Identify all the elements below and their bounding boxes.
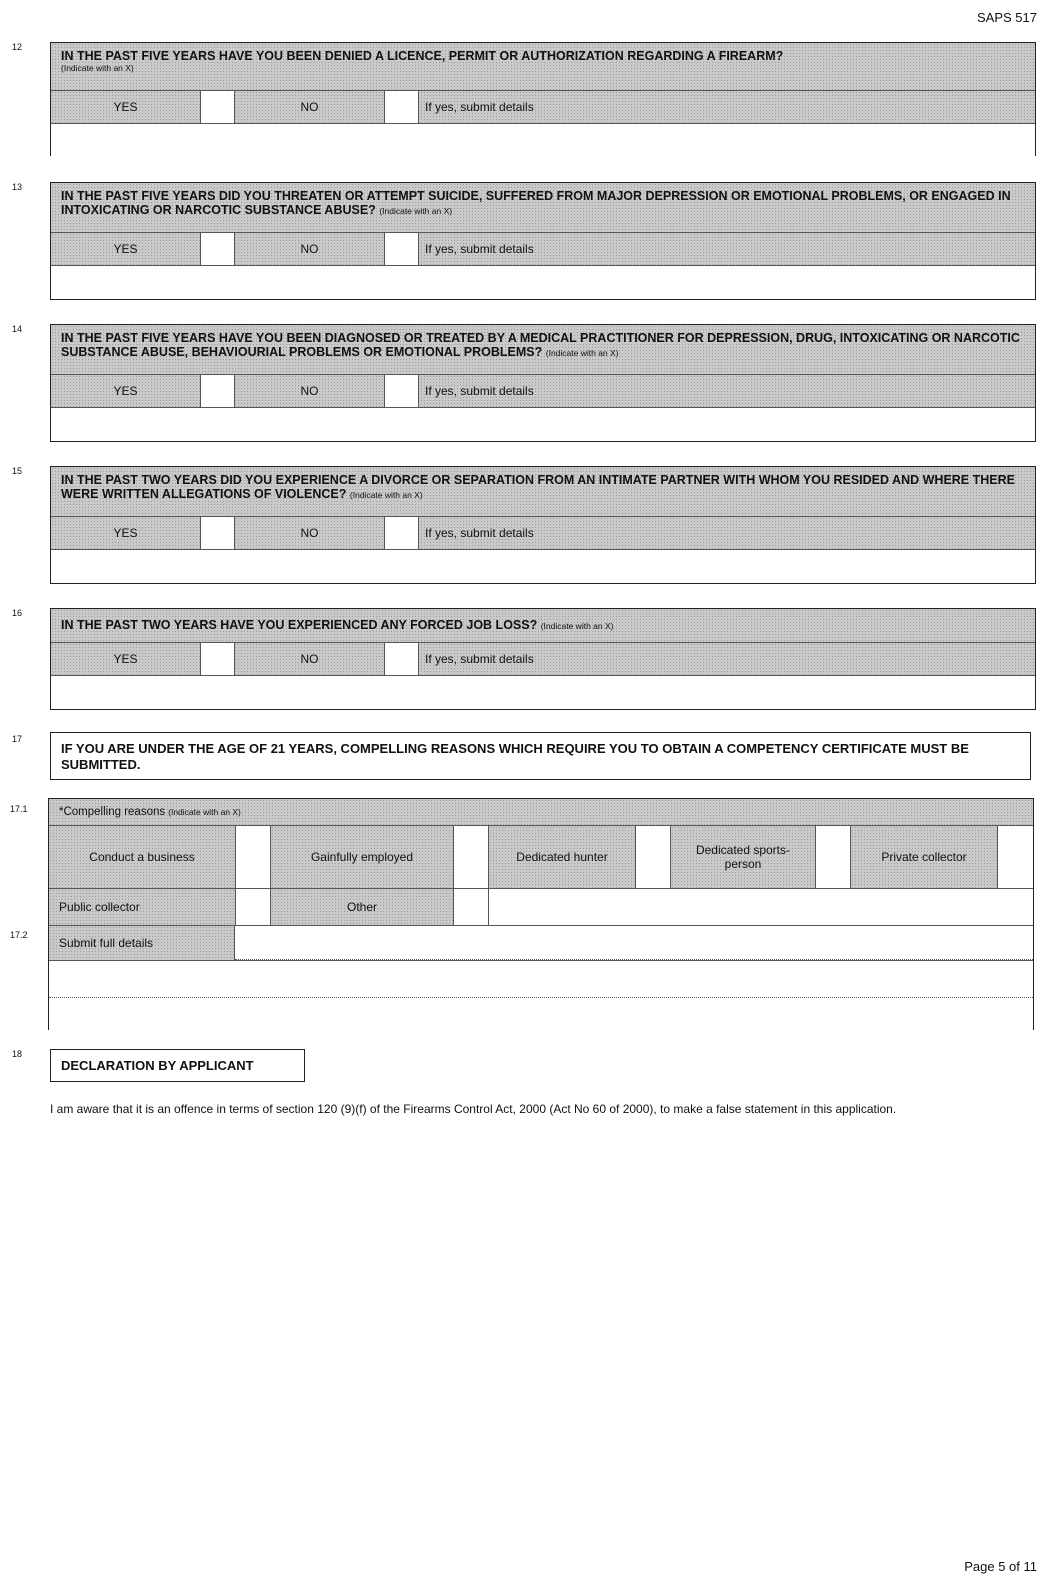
yes-no-row (51, 643, 1035, 676)
reasons-options-row (49, 826, 1033, 889)
declaration-heading: DECLARATION BY APPLICANT (50, 1049, 305, 1082)
question-number: 12 (12, 42, 23, 52)
yes-label: YES (113, 652, 138, 666)
details-label: If yes, submit details (425, 526, 534, 540)
yes-label: YES (113, 242, 138, 256)
no-label: NO (300, 384, 319, 398)
reason-option-label: Dedicated sports-person (671, 826, 815, 888)
question-number: 18 (12, 1049, 23, 1059)
question-text: IN THE PAST FIVE YEARS HAVE YOU BEEN DENIED A LICENCE, PERMIT OR AUTHORIZATION REGARDING A FIREARM? (Indicate with an X) (51, 43, 1035, 91)
question-13 (50, 182, 1036, 300)
reasons-second-row (49, 889, 1033, 926)
no-checkbox[interactable] (384, 517, 419, 549)
yes-label: YES (113, 526, 138, 540)
yes-checkbox[interactable] (200, 91, 235, 123)
reason-option-label: Dedicated hunter (489, 826, 635, 888)
question-text: IN THE PAST FIVE YEARS HAVE YOU BEEN DIAGNOSED OR TREATED BY A MEDICAL PRACTITIONER FOR DEPRESSION, DRUG, INTOXICATING OR NARCOTIC SUBSTANCE ABUSE, BEHAVIOURIAL PROBLEMS OR EMOTIONAL PROBLEMS? (Indicate with an X) (51, 325, 1035, 375)
details-label: If yes, submit details (425, 384, 534, 398)
reason-checkbox-private-collector[interactable] (997, 826, 1033, 888)
reason-option-label: Private collector (851, 826, 997, 888)
yes-no-row (51, 517, 1035, 550)
question-number: 15 (12, 466, 23, 476)
question-text: IN THE PAST TWO YEARS HAVE YOU EXPERIENCED ANY FORCED JOB LOSS? (Indicate with an X) (51, 609, 1035, 643)
details-label: If yes, submit details (425, 652, 534, 666)
reason-checkbox-dedicated-sports-person[interactable] (815, 826, 851, 888)
yes-checkbox[interactable] (200, 233, 235, 265)
no-label: NO (300, 526, 319, 540)
details-field[interactable] (51, 676, 1035, 708)
question-number: 17 (12, 734, 23, 744)
yes-no-row (51, 375, 1035, 408)
question-17: IF YOU ARE UNDER THE AGE OF 21 YEARS, COMPELLING REASONS WHICH REQUIRE YOU TO OBTAIN A COMPETENCY CERTIFICATE MUST BE SUBMITTED. (50, 732, 1031, 780)
yes-checkbox[interactable] (200, 643, 235, 675)
details-label: If yes, submit details (425, 100, 534, 114)
question-number: 14 (12, 324, 23, 334)
reason-checkbox-public-collector[interactable] (235, 889, 271, 925)
details-field[interactable] (51, 550, 1035, 582)
yes-no-row (51, 233, 1035, 266)
yes-checkbox[interactable] (200, 517, 235, 549)
no-label: NO (300, 242, 319, 256)
no-checkbox[interactable] (384, 233, 419, 265)
reason-option-label: Gainfully employed (271, 826, 453, 888)
reason-option-label: Public collector (49, 889, 235, 925)
question-number: 17.1 (10, 804, 28, 814)
question-15 (50, 466, 1036, 584)
yes-label: YES (113, 100, 138, 114)
reason-checkbox-gainfully-employed[interactable] (453, 826, 489, 888)
reason-checkbox-conduct-business[interactable] (235, 826, 271, 888)
details-label: If yes, submit details (425, 242, 534, 256)
details-field[interactable] (51, 408, 1035, 440)
submit-full-details-label: Submit full details (49, 926, 235, 960)
full-details-line[interactable] (49, 961, 1033, 998)
question-text: IN THE PAST FIVE YEARS DID YOU THREATEN OR ATTEMPT SUICIDE, SUFFERED FROM MAJOR DEPRESSION OR EMOTIONAL PROBLEMS, OR ENGAGED IN INTOXICATING OR NARCOTIC SUBSTANCE ABUSE? (Indicate with an X) (51, 183, 1035, 233)
no-checkbox[interactable] (384, 643, 419, 675)
compelling-reasons-heading: *Compelling reasons (Indicate with an X) (49, 799, 1033, 826)
details-field[interactable] (51, 266, 1035, 298)
reason-option-label: Conduct a business (49, 826, 235, 888)
full-details-row (49, 926, 1033, 961)
yes-checkbox[interactable] (200, 375, 235, 407)
full-details-line[interactable] (49, 998, 1033, 1032)
no-label: NO (300, 652, 319, 666)
question-14 (50, 324, 1036, 442)
question-number: 13 (12, 182, 23, 192)
question-number: 17.2 (10, 930, 28, 940)
question-text: IN THE PAST TWO YEARS DID YOU EXPERIENCE A DIVORCE OR SEPARATION FROM AN INTIMATE PARTNER WITH WHOM YOU RESIDED AND WHERE THERE WERE WRITTEN ALLEGATIONS OF VIOLENCE? (Indicate with an X) (51, 467, 1035, 517)
details-field[interactable] (51, 124, 1035, 156)
declaration-text: I am aware that it is an offence in terms of section 120 (9)(f) of the Firearms Control Act, 2000 (Act No 60 of 2000), to make a false statement in this application. (50, 1102, 897, 1116)
no-checkbox[interactable] (384, 91, 419, 123)
compelling-reasons-section (48, 798, 1034, 1030)
question-12 (50, 42, 1036, 156)
yes-label: YES (113, 384, 138, 398)
no-label: NO (300, 100, 319, 114)
question-16 (50, 608, 1036, 710)
reason-checkbox-other[interactable] (453, 889, 489, 925)
reason-checkbox-dedicated-hunter[interactable] (635, 826, 671, 888)
question-number: 16 (12, 608, 23, 618)
yes-no-row (51, 91, 1035, 124)
page-number: Page 5 of 11 (964, 1559, 1037, 1574)
no-checkbox[interactable] (384, 375, 419, 407)
full-details-field[interactable] (235, 926, 1033, 960)
other-reason-field[interactable] (489, 889, 1033, 925)
reason-option-label: Other (271, 889, 453, 925)
form-code: SAPS 517 (977, 10, 1037, 25)
